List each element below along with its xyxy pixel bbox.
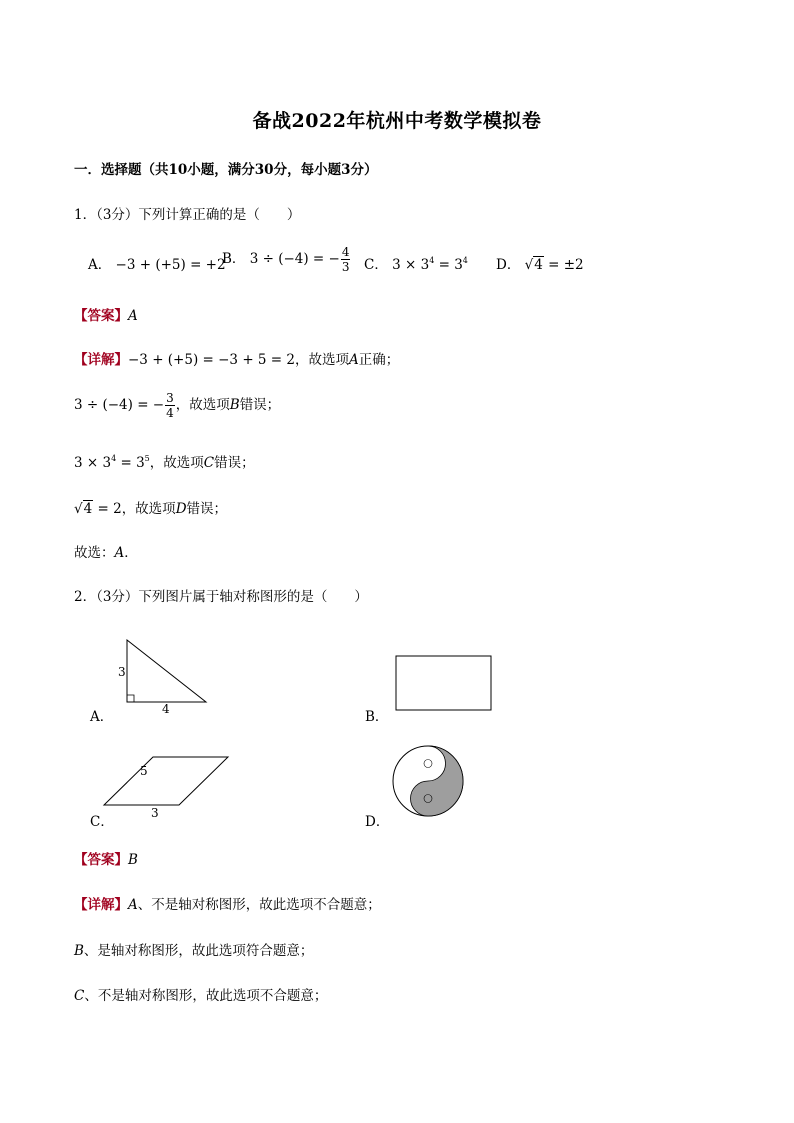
- page-title: 备战2022年杭州中考数学模拟卷: [252, 110, 542, 132]
- section-heading: 一．选择题（共10小题，满分30分，每小题3分）: [74, 162, 378, 178]
- detail-option: C: [203, 455, 215, 471]
- q1-option-d-label: D．: [496, 257, 521, 273]
- q2-detail-line-2: [74, 939, 313, 959]
- right-angle-mark: [127, 695, 134, 702]
- q1-option-d-right: = ±2: [543, 257, 584, 273]
- detail-expr: = 2: [93, 501, 122, 517]
- detail-tag: 【详解】: [74, 352, 128, 368]
- conclusion-option: A: [114, 545, 125, 561]
- sqrt-icon: √: [74, 501, 83, 517]
- sqrt-icon: √: [524, 257, 534, 273]
- detail-expr: 3 × 3: [74, 455, 112, 471]
- q2-option-c-label: C．: [90, 814, 114, 830]
- detail-option: A: [349, 352, 359, 368]
- triangle-side-vertical: 3: [118, 665, 126, 679]
- parallelogram-figure: [104, 757, 228, 805]
- q1-option-c-left: 3 × 3: [392, 257, 430, 273]
- parallelogram-side-bottom: 3: [151, 806, 159, 820]
- rectangle-figure: [396, 656, 491, 710]
- answer-tag: 【答案】: [74, 852, 128, 868]
- detail-expr: = 3: [116, 455, 145, 471]
- fraction-denominator: 3: [341, 260, 350, 274]
- conclusion-text: ．: [124, 545, 138, 561]
- detail-option: B: [229, 397, 240, 413]
- q1-option-a-expr: −3 + (+5) = +2: [115, 257, 226, 273]
- detail-expr: 3 ÷ (−4) = −: [74, 397, 165, 413]
- detail-option: D: [175, 501, 187, 517]
- detail-expr: −3 + (+5) = −3 + 5 = 2: [128, 352, 295, 368]
- detail-text: 错误；: [186, 501, 228, 517]
- exponent: 4: [111, 454, 117, 463]
- exponent: 5: [144, 454, 150, 463]
- q2-option-b-label: B．: [365, 709, 389, 725]
- q2-answer: [74, 848, 138, 868]
- detail-text: ，故选项: [121, 501, 176, 517]
- detail-text: 、是轴对称图形，故此选项符合题意；: [83, 943, 314, 959]
- detail-text: 、不是轴对称图形，故此选项不合题意；: [84, 988, 328, 1004]
- yin-yang-figure: [393, 746, 463, 816]
- answer-value: B: [128, 852, 138, 868]
- detail-text: 正确；: [358, 352, 400, 368]
- triangle-side-horizontal: 4: [162, 702, 170, 716]
- fraction-numerator: 3: [166, 391, 174, 405]
- detail-option: C: [74, 988, 85, 1004]
- detail-option: A: [128, 897, 138, 913]
- q1-option-b-label: B．: [222, 251, 246, 267]
- detail-text: 错误；: [214, 455, 255, 471]
- detail-text: ，故选项: [149, 455, 204, 471]
- detail-text: 、不是轴对称图形，故此选项不合题意；: [137, 897, 381, 913]
- detail-text: ，故选项: [295, 352, 349, 368]
- question-2-stem: 2．（3分）下列图片属于轴对称图形的是（ ）: [74, 589, 368, 605]
- radicand: 4: [534, 257, 543, 273]
- right-triangle-figure: [127, 640, 206, 702]
- fraction-denominator: 4: [166, 406, 174, 420]
- parallelogram-side-slant: 5: [140, 764, 148, 778]
- answer-tag: 【答案】: [74, 308, 128, 324]
- q2-option-d-label: D．: [365, 814, 390, 830]
- fraction-numerator: 4: [341, 245, 350, 259]
- q1-option-c-label: C．: [364, 257, 388, 273]
- detail-tag: 【详解】: [74, 897, 128, 913]
- q2-option-a-label: A．: [90, 709, 114, 725]
- q1-option-b-expr: 3 ÷ (−4) = −: [249, 251, 340, 267]
- radicand: 4: [83, 501, 93, 517]
- detail-text: ，故选项: [175, 397, 230, 413]
- q2-detail-line-1: [74, 893, 381, 913]
- exponent: 4: [429, 256, 435, 265]
- question-1-stem: 1．（3分）下列计算正确的是（ ）: [74, 207, 301, 223]
- detail-text: 错误；: [239, 397, 281, 413]
- q2-detail-line-3: [74, 984, 327, 1004]
- conclusion-text: 故选：: [74, 545, 115, 561]
- q1-option-c-mid: = 3: [434, 257, 463, 273]
- answer-value: A: [128, 308, 138, 324]
- q1-option-a-label: A．: [88, 257, 112, 273]
- exponent: 4: [462, 256, 468, 265]
- detail-option: B: [74, 943, 84, 959]
